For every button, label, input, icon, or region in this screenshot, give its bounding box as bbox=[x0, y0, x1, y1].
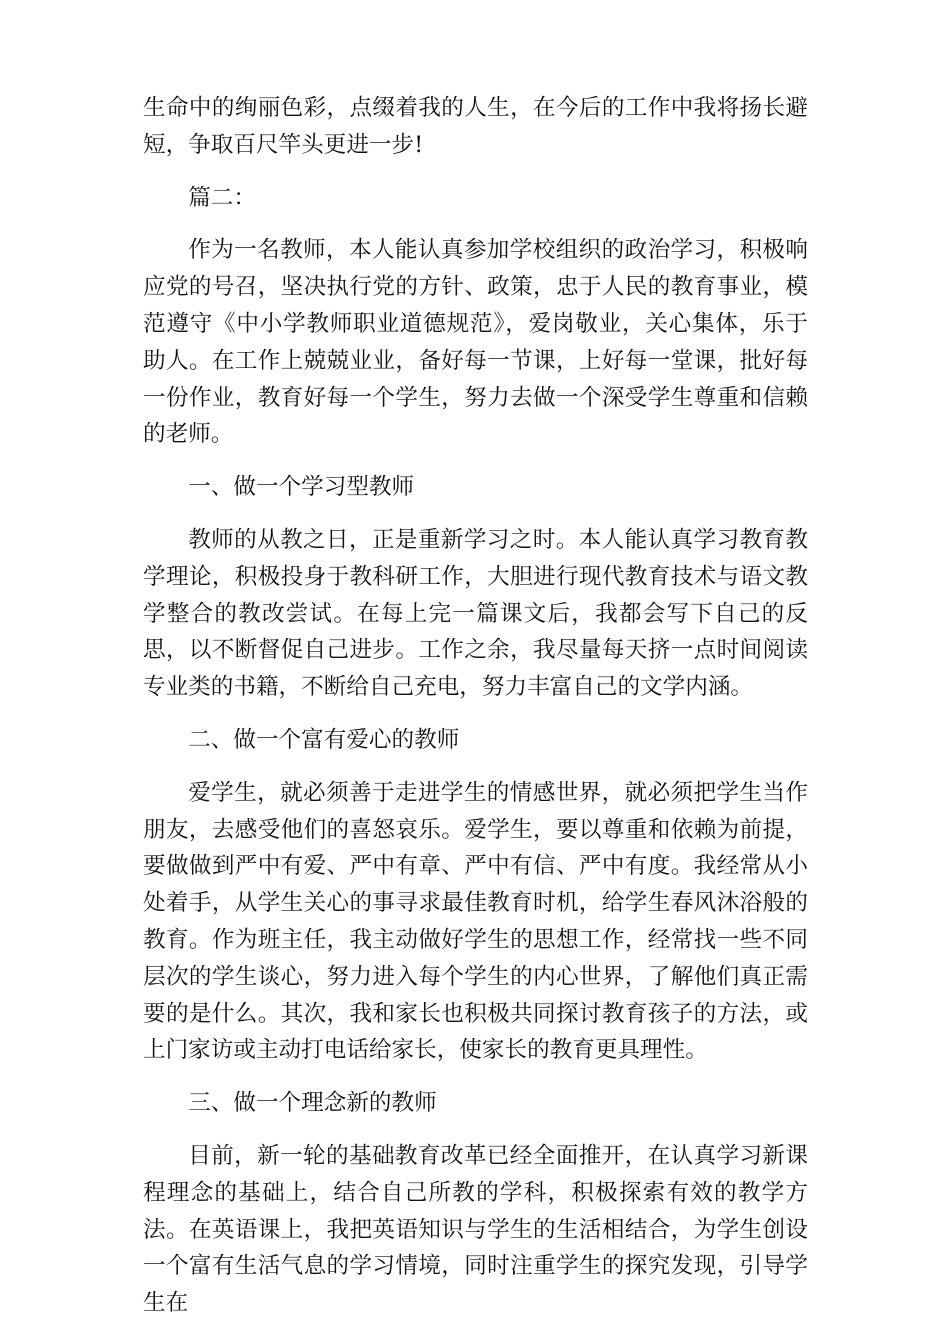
section-heading-one: 一、做一个学习型教师 bbox=[188, 474, 415, 501]
paragraph-caring-teacher: 爱学生，就必须善于走进学生的情感世界，就必须把学生当作朋友，去感受他们的喜怒哀乐。爱学生，要以尊重和依赖为前提，要做做到严中有爱、严中有章、严中有信、严中有度。我经常从小处着手，从学生关心的事寻求最佳教育时机，给学生春风沐浴般的教育。作为班主任，我主动做好学生的思想工作，经常找一些不同层次的学生谈心，努力进入每个学生的内心世界，了解他们真正需要的是什么。其次，我和家长也积极共同探讨教育孩子的方法，或上门家访或主动打电话给家长，使家长的教育更具理性。 bbox=[143, 779, 808, 1064]
paragraph-learning-teacher: 教师的从教之日，正是重新学习之时。本人能认真学习教育教学理论，积极投身于教科研工作，大胆进行现代教育技术与语文教学整合的教改尝试。在每上完一篇课文后，我都会写下自己的反思，以不断督促自己进步。工作之余，我尽量每天挤一点时间阅读专业类的书籍，不断给自己充电，努力丰富自己的文学内涵。 bbox=[143, 526, 808, 701]
document-body bbox=[143, 90, 808, 1338]
section-heading-part-two: 篇二： bbox=[188, 184, 256, 211]
paragraph-continued: 生命中的绚丽色彩，点缀着我的人生，在今后的工作中我将扬长避短，争取百尺竿头更进一步! bbox=[143, 95, 808, 158]
paragraph-new-ideas-teacher: 目前，新一轮的基础教育改革已经全面推开，在认真学习新课程理念的基础上，结合自己所教的学科，积极探索有效的教学方法。在英语课上，我把英语知识与学生的生活相结合，为学生创设一个富有生活气息的学习情境，同时注重学生的探究发现，引导学生在 bbox=[143, 1142, 808, 1317]
section-heading-two: 二、做一个富有爱心的教师 bbox=[188, 726, 460, 753]
section-heading-three: 三、做一个理念新的教师 bbox=[188, 1090, 437, 1117]
paragraph-intro: 作为一名教师，本人能认真参加学校组织的政治学习，积极响应党的号召，坚决执行党的方针、政策，忠于人民的教育事业，模范遵守《中小学教师职业道德规范》，爱岗敬业，关心集体，乐于助人。在工作上兢兢业业，备好每一节课，上好每一堂课，批好每一份作业，教育好每一个学生，努力去做一个深受学生尊重和信赖的老师。 bbox=[143, 237, 808, 448]
